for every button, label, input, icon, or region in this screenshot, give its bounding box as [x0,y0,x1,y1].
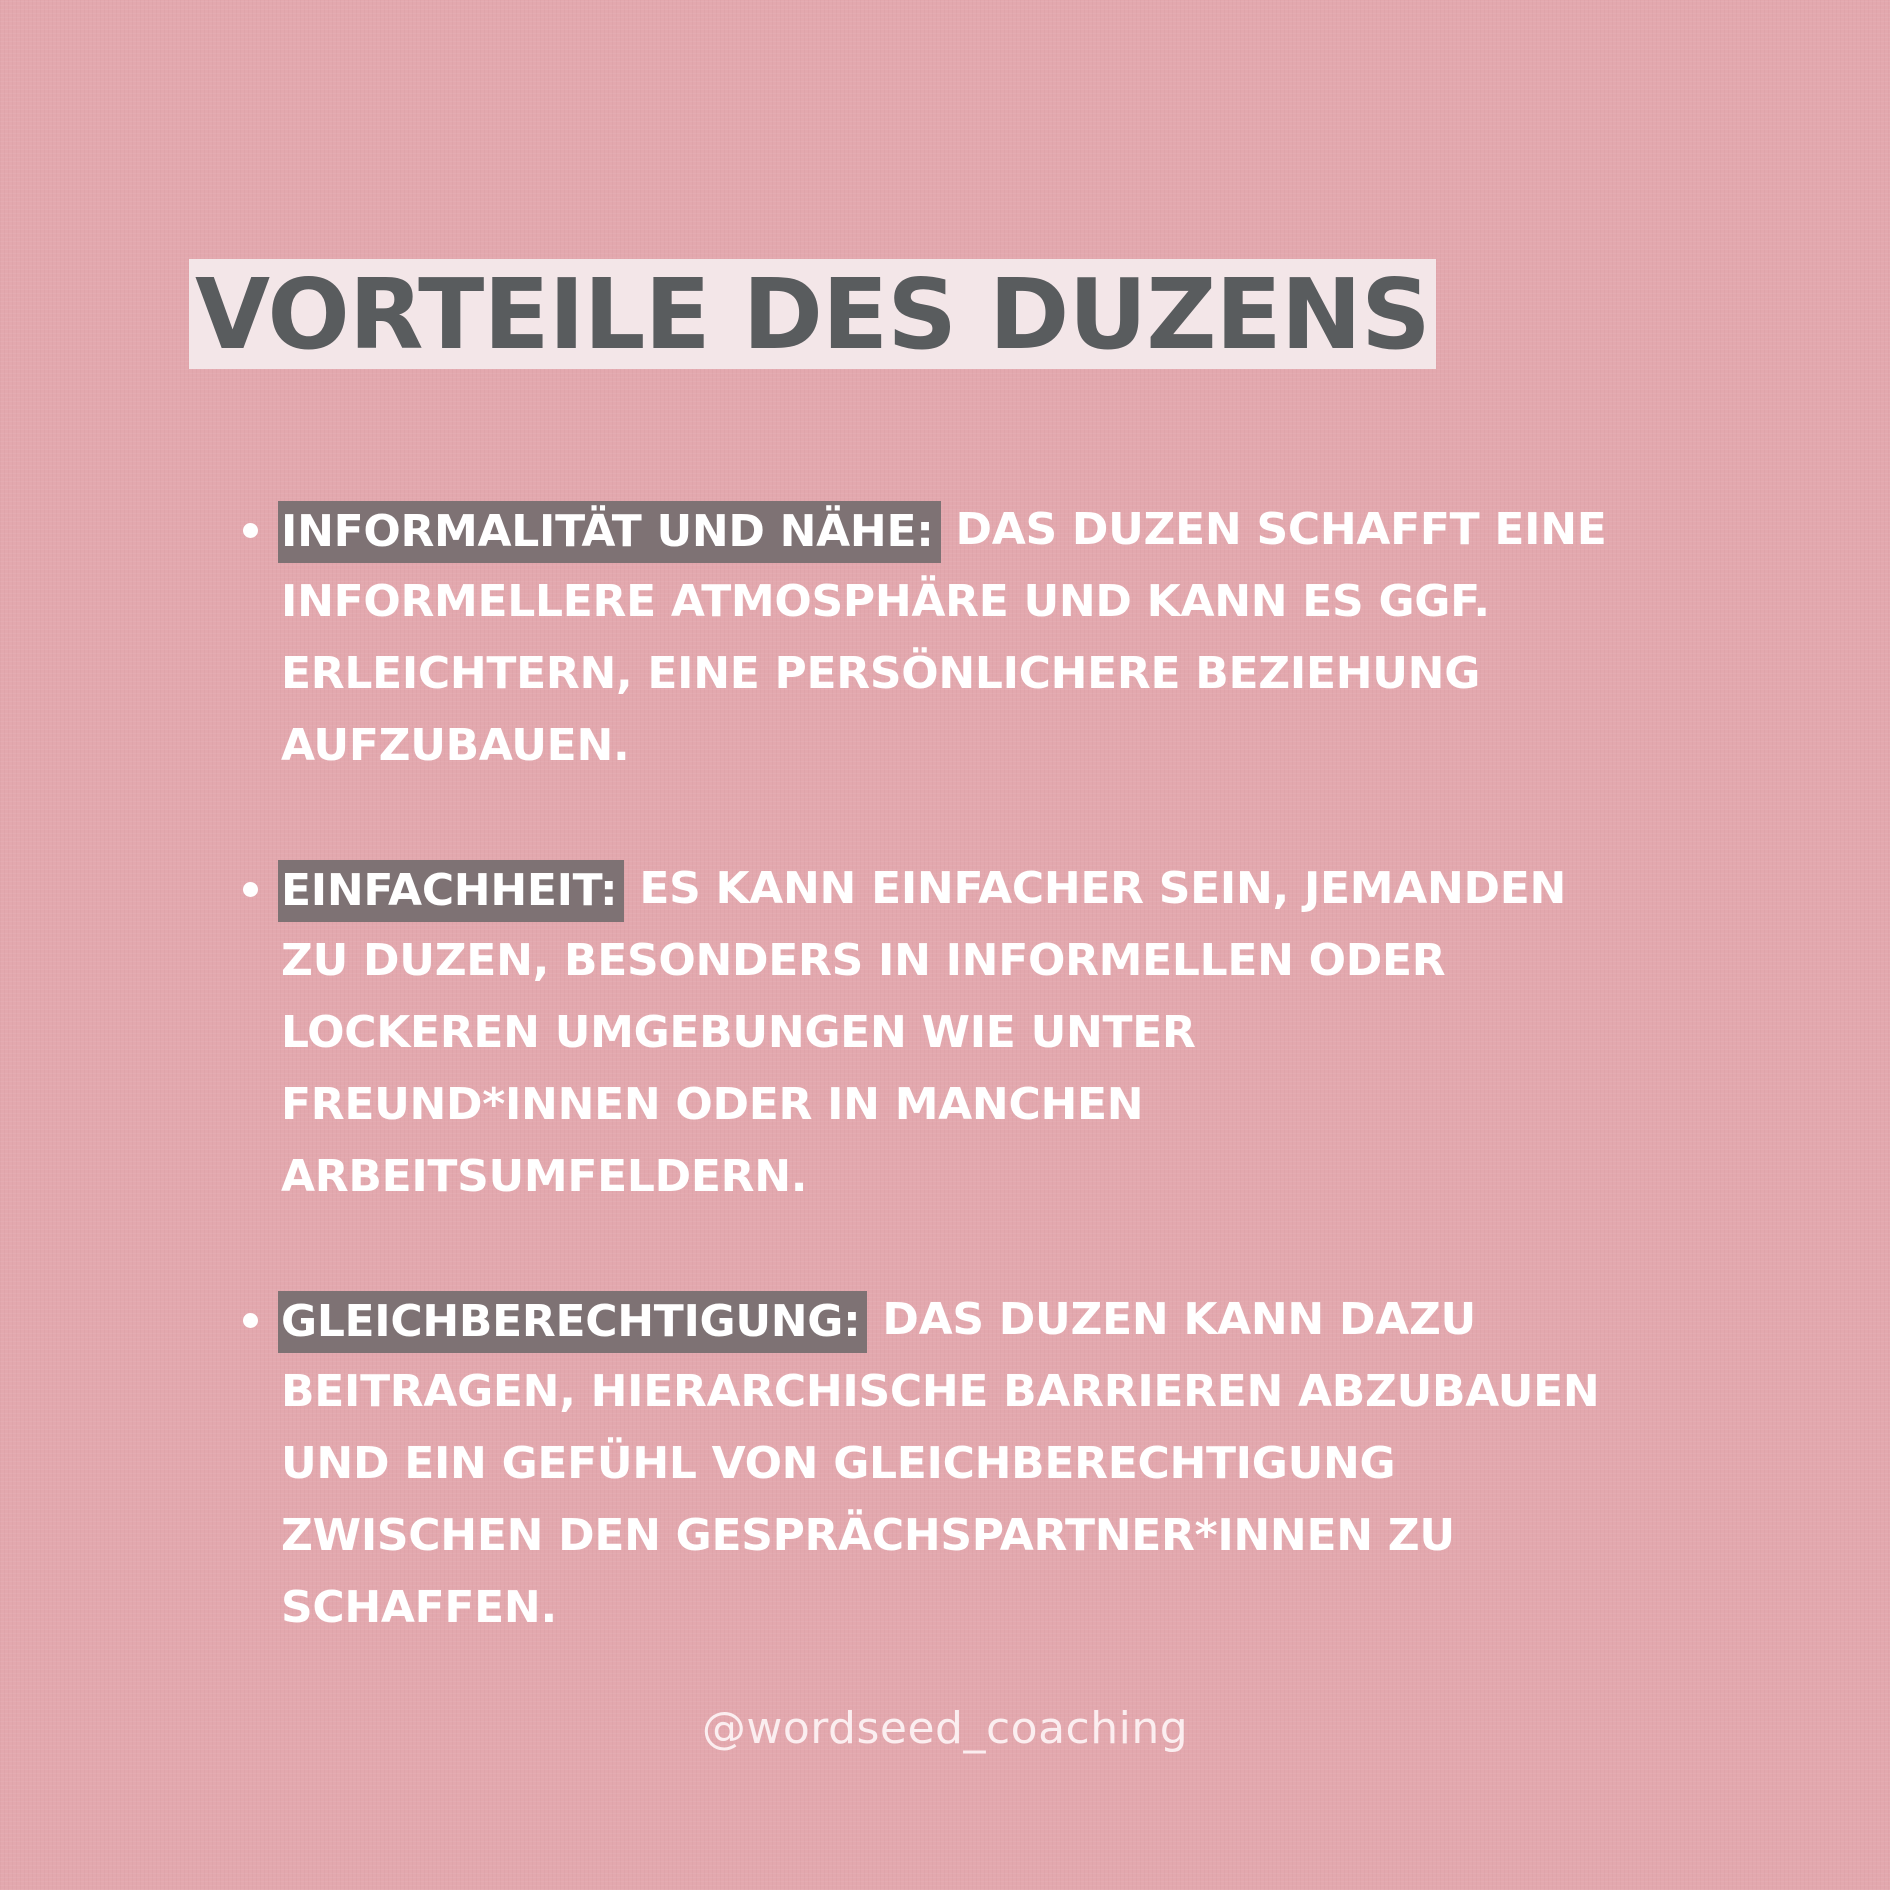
bullet-icon [243,523,258,538]
bullet-first-line [281,1284,1701,1356]
bullet-first-line [281,853,1701,925]
list-item [281,1284,1701,1644]
list-item [281,853,1701,1213]
bullet-text-line: BEITRAGEN, HIERARCHISCHE BARRIEREN ABZUBAUEN [281,1366,1600,1417]
bullet-icon [243,882,258,897]
bullet-text-line: SCHAFFEN. [281,1582,557,1633]
bullet-text-line: INFORMELLERE ATMOSPHÄRE UND KANN ES GGF. [281,576,1490,627]
bullet-text: DAS DUZEN SCHAFFT EINE [940,504,1607,555]
list-item [281,494,1701,782]
bullet-term-highlight: INFORMALITÄT UND NÄHE: [278,501,941,563]
bullet-term-highlight: GLEICHBERECHTIGUNG: [278,1291,867,1353]
bullet-text-line: AUFZUBAUEN. [281,720,630,771]
bullet-text-line: FREUND*INNEN ODER IN MANCHEN [281,1079,1144,1130]
bullet-text-line: ERLEICHTERN, EINE PERSÖNLICHERE BEZIEHUNG [281,648,1481,699]
bullet-text-line: ARBEITSUMFELDERN. [281,1151,808,1202]
social-handle: @wordseed_coaching [701,1703,1189,1754]
bullet-term-highlight: EINFACHHEIT: [278,860,624,922]
bullet-text-line: ZWISCHEN DEN GESPRÄCHSPARTNER*INNEN ZU [281,1510,1455,1561]
bullet-text-line: ZU DUZEN, BESONDERS IN INFORMELLEN ODER [281,935,1446,986]
bullet-text-line: UND EIN GEFÜHL VON GLEICHBERECHTIGUNG [281,1438,1396,1489]
bullet-text: DAS DUZEN KANN DAZU [867,1294,1476,1345]
page-title: VORTEILE DES DUZENS [195,257,1430,371]
bullet-text-line: LOCKEREN UMGEBUNGEN WIE UNTER [281,1007,1196,1058]
bullet-text: ES KANN EINFACHER SEIN, JEMANDEN [624,863,1567,914]
bullet-icon [243,1313,258,1328]
bullet-first-line [281,494,1701,566]
